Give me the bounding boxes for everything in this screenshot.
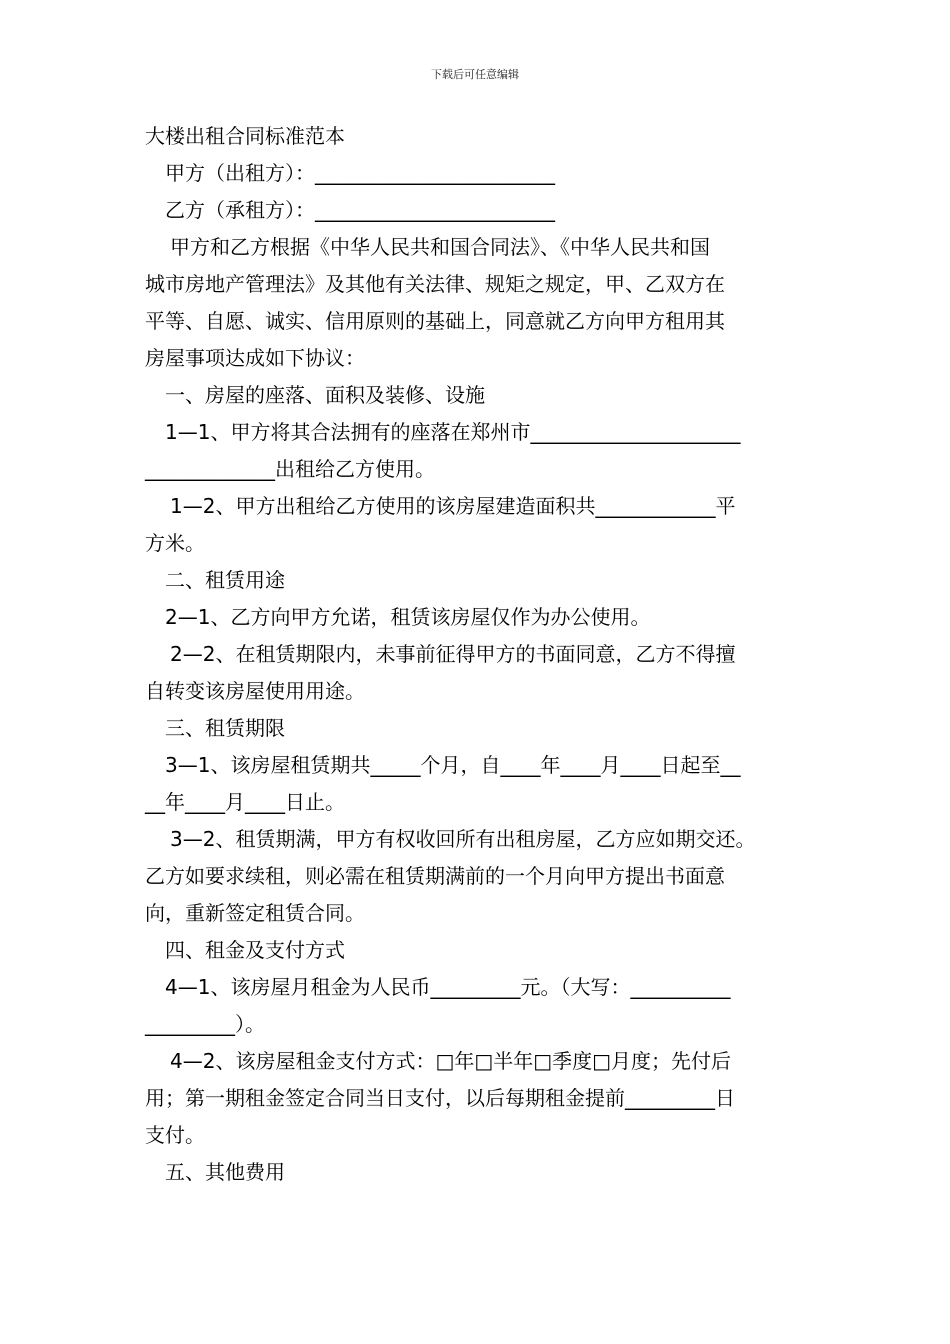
clause-line: _____________出租给乙方使用。 <box>145 457 435 481</box>
clause-line: 2—1、乙方向甲方允诺，租赁该房屋仅作为办公使用。 <box>165 605 651 629</box>
clause-line: 自转变该房屋使用用途。 <box>145 679 365 703</box>
header-note: 下载后可任意编辑 <box>431 68 519 81</box>
section-heading: 五、其他费用 <box>165 1160 285 1184</box>
clause-line: 3—1、该房屋租赁期共_____个月，自____年____月____日起至__ <box>165 753 741 777</box>
clause-line: 2—2、在租赁期限内，未事前征得甲方的书面同意，乙方不得擅 <box>170 642 736 666</box>
preamble-line: 城市房地产管理法》及其他有关法律、规矩之规定，甲、乙双方在 <box>145 272 725 296</box>
clause-line: 1—2、甲方出租给乙方使用的该房屋建造面积共____________平 <box>170 494 736 518</box>
clause-line: 4—2、该房屋租金支付方式：□年□半年□季度□月度；先付后 <box>170 1049 732 1073</box>
clause-line: 用；第一期租金签定合同当日支付，以后每期租金提前_________日 <box>145 1086 735 1110</box>
clause-line: 乙方如要求续租，则必需在租赁期满前的一个月向甲方提出书面意 <box>145 864 725 888</box>
clause-line: 方米。 <box>145 531 205 555</box>
party-a-line: 甲方（出租方）：________________________ <box>165 161 555 185</box>
clause-line: 支付。 <box>145 1123 205 1147</box>
section-heading: 四、租金及支付方式 <box>165 938 345 962</box>
section-heading: 三、租赁期限 <box>165 716 285 740</box>
section-heading: 一、房屋的座落、面积及装修、设施 <box>165 383 485 407</box>
party-b-line: 乙方（承租方）：________________________ <box>165 198 555 222</box>
preamble-line: 平等、自愿、诚实、信用原则的基础上，同意就乙方向甲方租用其 <box>145 309 725 333</box>
section-heading: 二、租赁用途 <box>165 568 285 592</box>
clause-line: 向，重新签定租赁合同。 <box>145 901 365 925</box>
clause-line: 3—2、租赁期满，甲方有权收回所有出租房屋，乙方应如期交还。 <box>170 827 756 851</box>
contract-body <box>145 118 810 1191</box>
clause-line: 4—1、该房屋月租金为人民币_________元。（大写：__________ <box>165 975 731 999</box>
document-title: 大楼出租合同标准范本 <box>145 124 345 148</box>
preamble-line: 甲方和乙方根据《中华人民共和国合同法》、《中华人民共和国 <box>170 235 710 259</box>
preamble-line: 房屋事项达成如下协议： <box>145 346 365 370</box>
clause-line: 1—1、甲方将其合法拥有的座落在郑州市_____________________ <box>165 420 741 444</box>
clause-line: _________）。 <box>145 1012 265 1036</box>
clause-line: __年____月____日止。 <box>145 790 345 814</box>
